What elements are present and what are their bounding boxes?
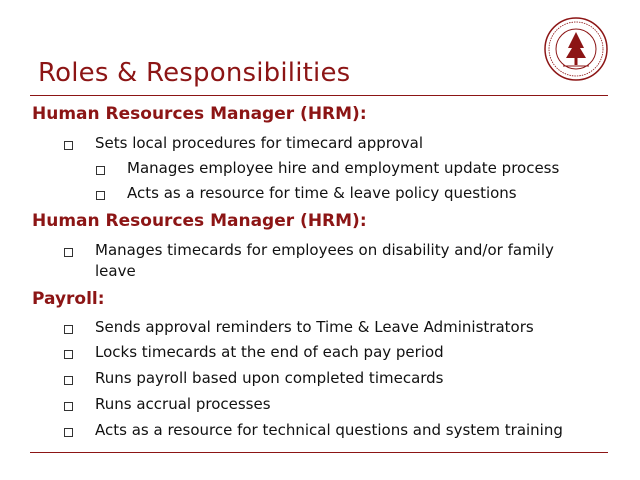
list-item: Sends approval reminders to Time & Leave Administrators: [95, 318, 534, 336]
list-item: Acts as a resource for technical questions and system training: [95, 421, 563, 439]
bullet-icon: [96, 166, 105, 175]
bullet-icon: [64, 428, 73, 437]
list-item: Acts as a resource for time & leave policy questions: [127, 184, 517, 202]
section-heading-payroll: Payroll:: [32, 289, 105, 309]
bullet-icon: [64, 402, 73, 411]
list-item: Runs payroll based upon completed timecards: [95, 369, 444, 387]
bullet-icon: [64, 376, 73, 385]
list-item: Manages employee hire and employment update process: [127, 159, 560, 177]
university-seal-icon: [543, 16, 609, 82]
bullet-icon: [96, 191, 105, 200]
bullet-icon: [64, 141, 73, 150]
list-item: Sets local procedures for timecard approval: [95, 134, 424, 152]
bullet-icon: [64, 350, 73, 359]
bullet-icon: [64, 248, 73, 257]
bullet-icon: [64, 325, 73, 334]
section-heading-hrm-2: Human Resources Manager (HRM):: [32, 211, 367, 231]
slide-title: Roles & Responsibilities: [38, 58, 351, 88]
list-item: Locks timecards at the end of each pay period: [95, 343, 444, 361]
list-item: Manages timecards for employees on disability and/or family leave: [95, 241, 554, 280]
list-item: Runs accrual processes: [95, 395, 271, 413]
footer-divider: [30, 452, 608, 453]
section-heading-hrm: Human Resources Manager (HRM):: [32, 104, 367, 124]
title-divider: [30, 95, 608, 96]
